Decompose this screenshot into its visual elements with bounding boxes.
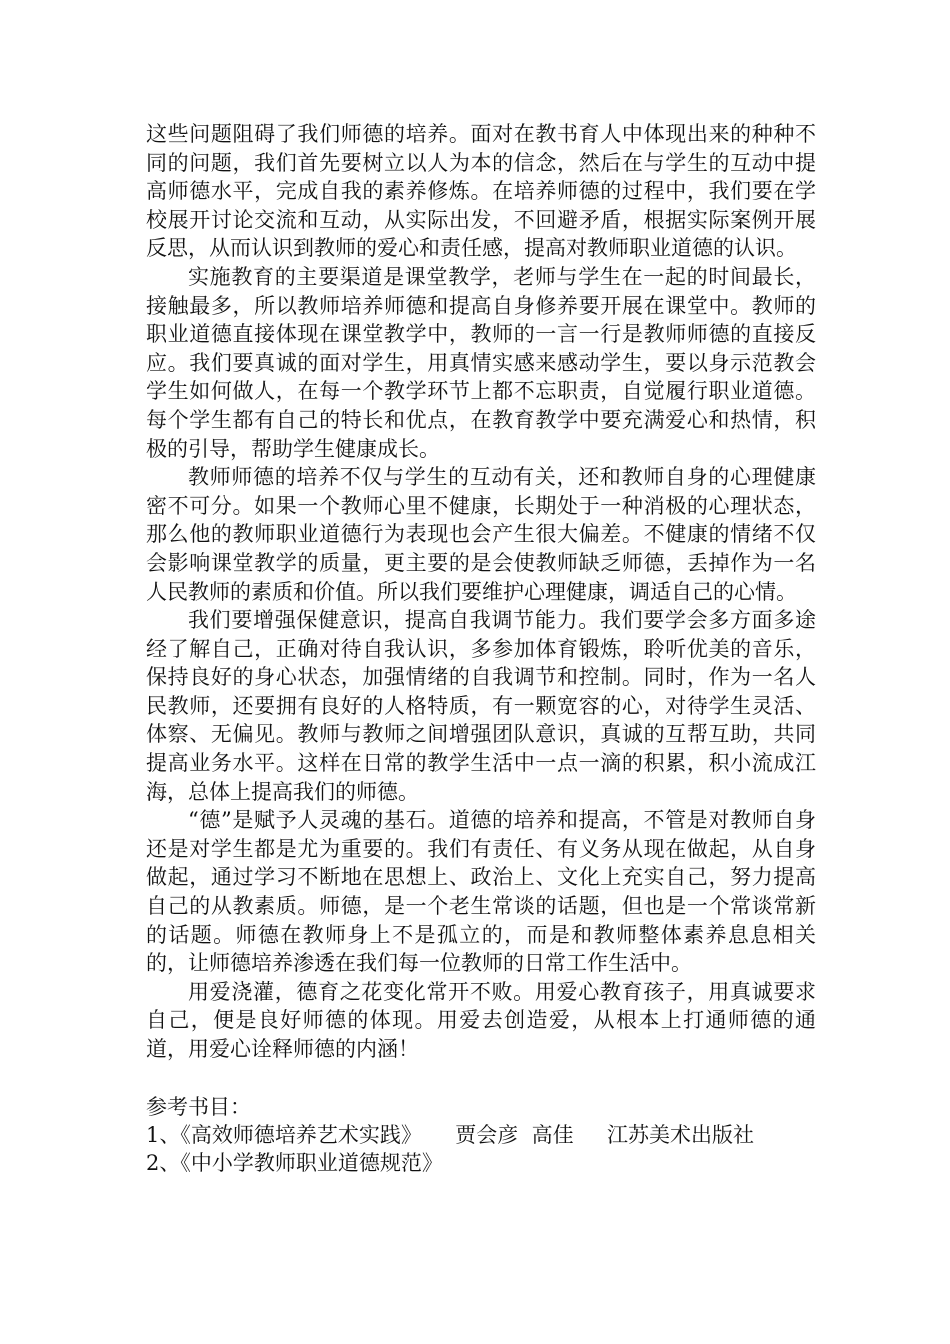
document-body <box>146 120 816 1064</box>
reference-item-2: 2、《中小学教师职业道德规范》 <box>146 1151 443 1175</box>
paragraph-5: “德”是赋予人灵魂的基石。道德的培养和提高，不管是对教师自身还是对学生都是尤为重要的。我们有责任、有义务从现在做起，从自身做起，通过学习不断地在思想上、政治上、文化上充实自己，努力提高自己的从教素质。师德，是一个老生常谈的话题，但也是一个常谈常新的话题。师德在教师身上不是孤立的，而是和教师整体素养息息相关的，让师德培养渗透在我们每一位教师的日常工作生活中。 <box>146 808 816 976</box>
paragraph-6: 用爱浇灌，德育之花变化常开不败。用爱心教育孩子，用真诚要求自己，便是良好师德的体现。用爱去创造爱，从根本上打通师德的通道，用爱心诠释师德的内涵！ <box>146 979 816 1061</box>
paragraph-2: 实施教育的主要渠道是课堂教学，老师与学生在一起的时间最长，接触最多，所以教师培养师德和提高自身修养要开展在课堂中。教师的职业道德直接体现在课堂教学中，教师的一言一行是教师师德的直接反应。我们要真诚的面对学生，用真情实感来感动学生，要以身示范教会学生如何做人，在每一个教学环节上都不忘职责，自觉履行职业道德。每个学生都有自己的特长和优点，在教育教学中要充满爱心和热情，积极的引导，帮助学生健康成长。 <box>146 264 816 461</box>
references-heading: 参考书目： <box>146 1095 251 1119</box>
paragraph-4: 我们要增强保健意识，提高自我调节能力。我们要学会多方面多途经了解自己，正确对待自我认识，多参加体育锻炼，聆听优美的音乐，保持良好的身心状态，加强情绪的自我调节和控制。同时，作为一名人民教师，还要拥有良好的人格特质，有一颗宽容的心，对待学生灵活、体察、无偏见。教师与教师之间增强团队意识，真诚的互帮互助，共同提高业务水平。这样在日常的教学生活中一点一滴的积累，积小流成江海，总体上提高我们的师德。 <box>146 608 816 804</box>
paragraph-3: 教师师德的培养不仅与学生的互动有关，还和教师自身的心理健康密不可分。如果一个教师心里不健康，长期处于一种消极的心理状态，那么他的教师职业道德行为表现也会产生很大偏差。不健康的情绪不仅会影响课堂教学的质量，更主要的是会使教师缺乏师德，丢掉作为一名人民教师的素质和价值。所以我们要维护心理健康，调适自己的心情。 <box>146 465 816 604</box>
references-section <box>146 1093 846 1177</box>
reference-item-1: 1、《高效师德培养艺术实践》 贾会彦 高佳 江苏美术出版社 <box>146 1123 754 1147</box>
paragraph-1: 这些问题阻碍了我们师德的培养。面对在教书育人中体现出来的种种不同的问题，我们首先要树立以人为本的信念，然后在与学生的互动中提高师德水平，完成自我的素养修炼。在培养师德的过程中，我们要在学校展开讨论交流和互动，从实际出发，不回避矛盾，根据实际案例开展反思，从而认识到教师的爱心和责任感，提高对教师职业道德的认识。 <box>146 122 816 261</box>
